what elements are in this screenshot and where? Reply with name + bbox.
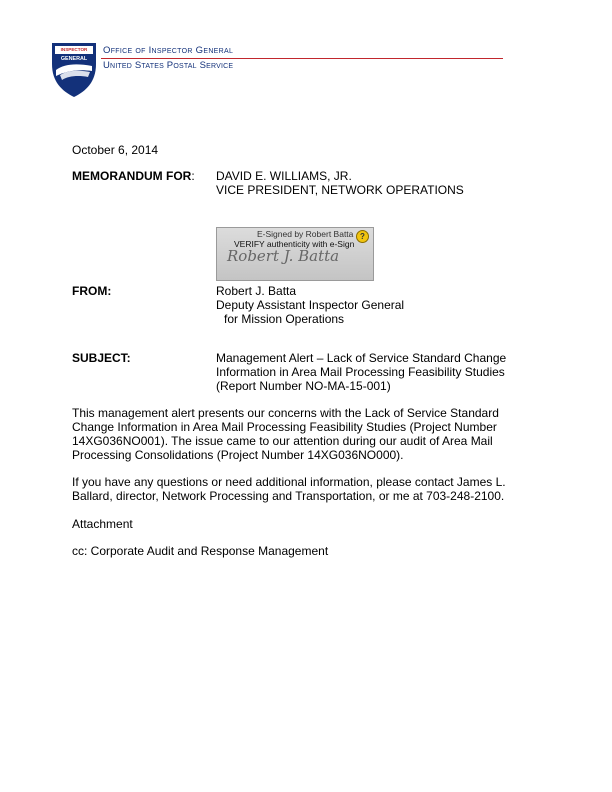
signature-line2: VERIFY authenticity with e-Sign xyxy=(234,239,355,249)
body-para2-line: Ballard, director, Network Processing and Transportation, or me at 703-248-2100. xyxy=(72,489,505,503)
e-signature-block[interactable] xyxy=(216,227,374,281)
memo-date: October 6, 2014 xyxy=(72,143,159,157)
memo-to-title: VICE PRESIDENT, NETWORK OPERATIONS xyxy=(216,183,464,197)
memo-from-title1: Deputy Assistant Inspector General xyxy=(216,298,405,312)
body-para1-line: 14XG036NO001). The issue came to our attention during our audit of Area Mail xyxy=(72,434,493,448)
memo-to-label xyxy=(72,169,195,183)
memo-from-name: Robert J. Batta xyxy=(216,284,297,298)
header-rule xyxy=(101,58,503,59)
logo-text-bottom: GENERAL xyxy=(60,56,88,62)
body-para1-line: Change Information in Area Mail Processing Feasibility Studies (Project Number xyxy=(72,420,497,434)
handwritten-signature: Robert J. Batta xyxy=(227,247,340,265)
header-org-line2: United States Postal Service xyxy=(103,60,234,71)
body-para2-line: If you have any questions or need additional information, please contact James L. xyxy=(72,475,506,489)
attachment-note: Attachment xyxy=(72,517,133,531)
logo-text-top: INSPECTOR xyxy=(60,47,88,52)
subject-line: Management Alert – Lack of Service Standard Change xyxy=(216,351,507,365)
body-para1-line: Processing Consolidations (Project Number 14XG036NO000). xyxy=(72,448,404,462)
memo-to-name: DAVID E. WILLIAMS, JR. xyxy=(216,169,352,183)
subject-line: Information in Area Mail Processing Feasibility Studies xyxy=(216,365,505,379)
oig-seal-logo xyxy=(50,40,98,98)
memo-from-label: FROM: xyxy=(72,284,112,298)
memo-subject-label: SUBJECT: xyxy=(72,351,131,365)
cc-line: cc: Corporate Audit and Response Management xyxy=(72,544,329,558)
header-org-line1: Office of Inspector General xyxy=(103,45,234,56)
memo-from-title2: for Mission Operations xyxy=(224,312,345,326)
help-icon[interactable]: ? xyxy=(356,230,369,243)
memo-to-colon: : xyxy=(191,169,195,183)
body-para1-line: This management alert presents our concerns with the Lack of Service Standard xyxy=(72,406,499,420)
subject-line: (Report Number NO-MA-15-001) xyxy=(216,379,391,393)
signature-line1: E-Signed by Robert Batta xyxy=(257,229,354,239)
memo-to-label-text: MEMORANDUM FOR xyxy=(72,169,192,183)
